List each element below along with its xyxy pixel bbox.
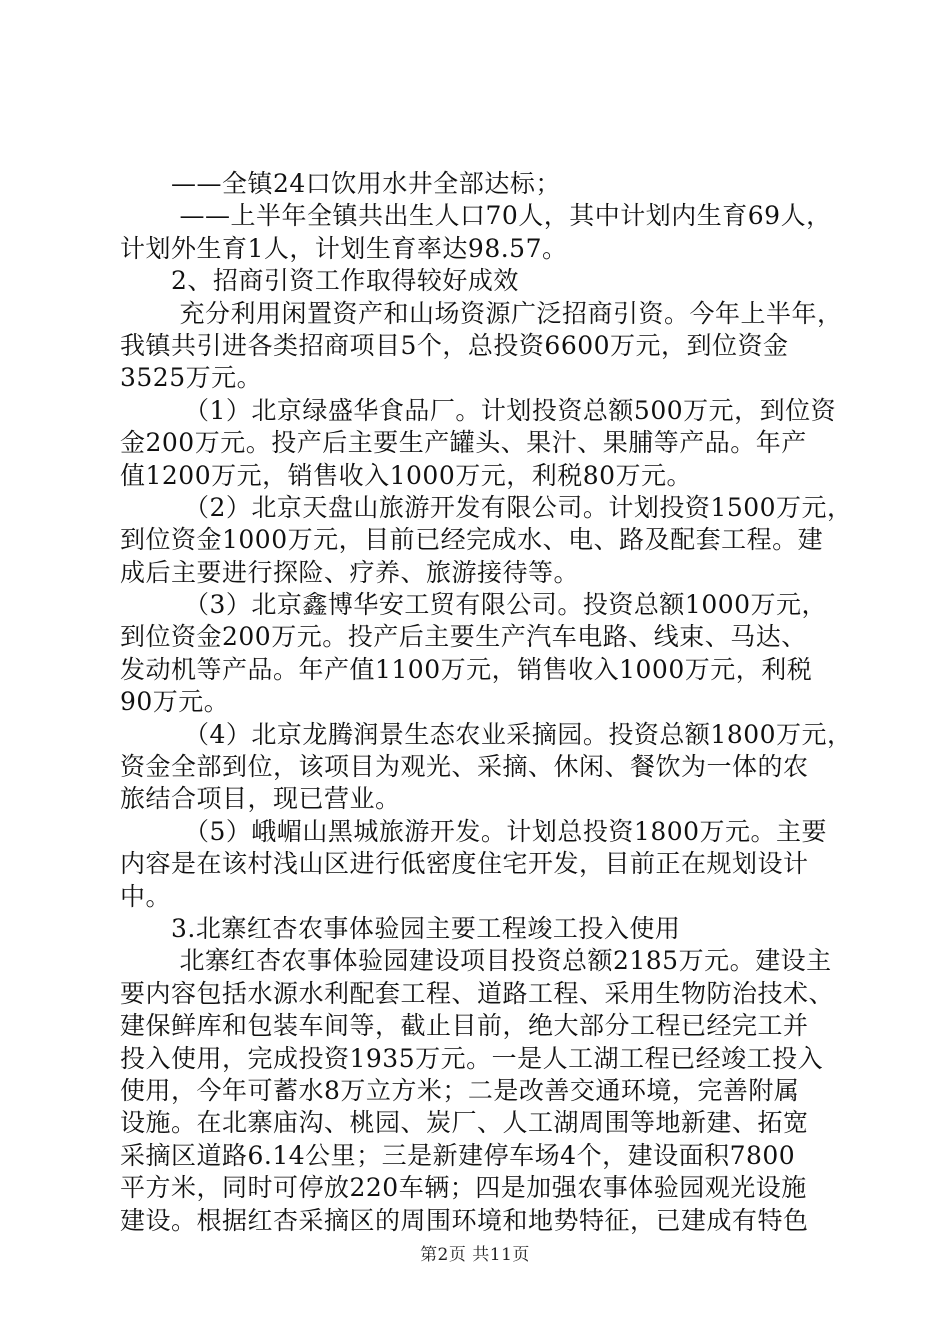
text-line: 北寨红杏农事体验园建设项目投资总额2185万元。建设主 [120,946,832,976]
text-line: 成后主要进行探险、疗养、旅游接待等。 [120,557,580,587]
text-line: 投入使用，完成投资1935万元。一是人工湖工程已经竣工投入 [120,1043,824,1073]
text-line: （2）北京天盘山旅游开发有限公司。计划投资1500万元， [120,492,853,522]
text-line: 计划外生育1人，计划生育率达98.57。 [120,233,568,263]
text-line: 设施。在北寨庙沟、桃园、炭厂、人工湖周围等地新建、拓宽 [120,1108,809,1138]
page-footer: 第2页 共11页 [420,1245,530,1265]
text-line: （4）北京龙腾润景生态农业采摘园。投资总额1800万元， [120,719,853,749]
text-line: 要内容包括水源水利配套工程、道路工程、采用生物防治技术、 [120,978,835,1008]
text-line: 建保鲜库和包装车间等，截止目前，绝大部分工程已经完工并 [120,1011,809,1041]
text-line: （3）北京鑫博华安工贸有限公司。投资总额1000万元， [120,590,828,620]
text-line: 值1200万元，销售收入1000万元，利税80万元。 [120,460,693,490]
text-line: 使用，今年可蓄水8万立方米；二是改善交通环境，完善附属 [120,1075,800,1105]
text-line: 我镇共引进各类招商项目5个，总投资6600万元，到位资金 [120,330,789,360]
text-line: （5）峨嵋山黑城旅游开发。计划总投资1800万元。主要 [120,816,828,846]
text-line: 充分利用闲置资产和山场资源广泛招商引资。今年上半年， [120,298,843,328]
text-line: 3525万元。 [120,363,263,393]
text-line: 2、招商引资工作取得较好成效 [120,266,519,296]
text-line: 内容是在该村浅山区进行低密度住宅开发，目前正在规划设计 [120,849,809,879]
text-line: （1）北京绿盛华食品厂。计划投资总额500万元，到位资 [120,395,837,425]
text-line: ——全镇24口饮用水井全部达标； [120,169,561,198]
text-line: 3.北寨红杏农事体验园主要工程竣工投入使用 [120,913,681,943]
text-line: 到位资金1000万元，目前已经完成水、电、路及配套工程。建 [120,525,824,555]
text-line: 到位资金200万元。投产后主要生产汽车电路、线束、马达、 [120,622,807,652]
text-line: 建设。根据红杏采摘区的周围环境和地势特征，已建成有特色 [120,1205,809,1235]
text-line: 资金全部到位，该项目为观光、采摘、休闲、餐饮为一体的农 [120,752,809,782]
text-line: 平方米，同时可停放220车辆；四是加强农事体验园观光设施 [120,1173,807,1203]
text-line: 发动机等产品。年产值1100万元，销售收入1000万元，利税 [120,654,813,684]
text-line: 90万元。 [120,687,230,717]
text-line: ——上半年全镇共出生人口70人，其中计划内生育69人， [120,201,832,231]
text-line: 采摘区道路6.14公里；三是新建停车场4个，建设面积7800 [120,1140,796,1170]
text-line: 中。 [120,881,172,911]
text-line: 金200万元。投产后主要生产罐头、果汁、果脯等产品。年产 [120,428,807,458]
body-text [120,168,853,1237]
text-line: 旅结合项目，现已营业。 [120,784,401,814]
